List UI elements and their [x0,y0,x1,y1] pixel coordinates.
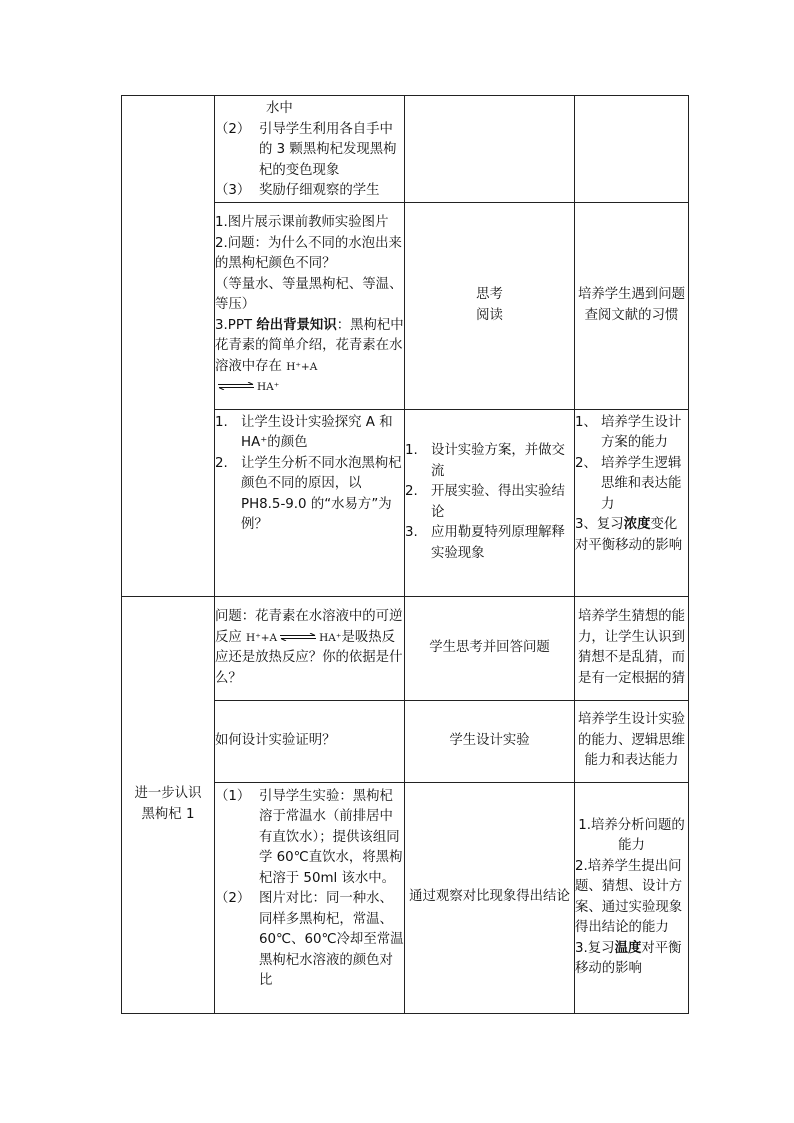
design-intent-cell [575,96,689,203]
item-text: 引导学生利用各自手中的 3 颗黑枸杞发现黑枸杞的变色现象 [259,121,397,178]
table-row [122,96,689,203]
item-number: 1、 [575,414,597,430]
bold-text: 浓度 [623,517,651,532]
text: 3.PPT [215,317,257,333]
equilibrium-arrow-icon [217,382,255,390]
design-intent-cell: 培养学生猜想的能力，让学生认识到猜想不是乱猜，而是有一定根据的猜 [575,596,689,700]
equation-left: H⁺+A [246,631,278,644]
list-item [215,181,404,202]
paragraph: （等量水、等量黑枸杞、等温、等压） [215,276,403,313]
paragraph: 2.培养学生提出问题、猜想、设计方案、通过实验现象得出结论的能力 [575,858,683,935]
list-item [215,413,404,454]
list-item [215,787,404,890]
list-item [215,889,404,992]
item-text: 让学生设计实验探究 A 和 HA⁺的颜色 [241,414,393,450]
text: 变化对平衡移动的影响 [575,517,683,553]
item-text: 奖励仔细观察的学生 [259,183,380,198]
item-number: 1. [405,443,418,458]
student-activity-cell [405,202,575,409]
text: 思考 [476,287,503,302]
text: ：黑枸杞中花青素的简单介绍，花青素在水溶液中存在 [215,317,404,374]
item-number: （3） [215,183,251,198]
continued-text: 水中 [266,101,293,116]
paragraph [215,316,404,398]
table-row [122,596,689,700]
item-text: 应用勒夏特列原理解释实验现象 [431,525,565,561]
teacher-activity-cell: 如何设计实验证明？ [215,700,405,782]
stage-cell-empty [122,96,215,597]
item-number: （2） [215,121,251,137]
design-intent-cell: 培养学生设计实验的能力、逻辑思维能力和表达能力 [575,700,689,782]
text: 3、复习 [575,517,624,532]
numbered-list [405,441,574,564]
text: 阅读 [476,307,503,323]
student-activity-cell: 学生设计实验 [405,700,575,782]
list-item [405,441,574,482]
item-number: （1） [215,788,251,804]
text: 是吸热反应还是放热反应？你的依据是什么？ [215,629,403,686]
equation-left: H⁺+A [286,360,318,373]
list-item [215,454,404,536]
student-activity-cell: 通过观察对比现象得出结论 [405,782,575,1013]
item-text: 图片对比：同一种水、同样多黑枸杞，常温、60℃、60℃冷却至常温黑枸杞水溶液的颜色对比 [259,891,404,988]
item-text: 培养学生设计方案的能力 [601,414,682,450]
item-text: 培养学生逻辑思维和表达能力 [601,455,682,512]
teacher-activity-cell [215,96,405,203]
equation-right: HA⁺ [257,381,280,394]
item-text: 设计实验方案，并做交流 [431,443,565,479]
list-item [575,413,688,454]
item-number: 2、 [575,455,597,471]
paragraph: 2.问题：为什么不同的水泡出来的黑枸杞颜色不同？ [215,235,402,272]
teacher-activity-cell [215,782,405,1013]
teacher-activity-cell [215,596,405,700]
item-number: 3. [405,525,418,540]
design-intent-cell: 培养学生遇到问题查阅文献的习惯 [575,202,689,409]
bold-text: 给出背景知识 [256,317,337,333]
item-number: （2） [215,891,251,906]
student-activity-cell: 学生思考并回答问题 [405,596,575,700]
list-item [575,515,688,556]
list-item [405,523,574,564]
item-text: 引导学生实验：黑枸杞溶于常温水（前排居中有直饮水）；提供该组同学 60℃直饮水，将黑枸杞溶于 50ml 该水中。 [259,788,403,886]
list-item [575,454,688,516]
stage-cell [122,596,215,1013]
list-item [215,120,404,182]
paragraph: 1.培养分析问题的能力 [578,817,685,853]
item-number: 2. [405,484,418,499]
stage-label: 进一步认识黑枸杞 1 [134,786,202,822]
equation-line [215,377,404,398]
list-item [405,482,574,523]
item-number: 2. [215,455,228,471]
lesson-plan-table [121,95,689,1014]
equation-right: HA⁺ [319,631,342,644]
item-number: 1. [215,414,228,430]
equilibrium-arrow-icon [279,633,317,641]
student-activity-cell [405,409,575,596]
paragraph [575,939,688,980]
bold-text: 温度 [614,940,642,956]
paragraph: 1.图片展示课前教师实验图片 [215,215,389,231]
numbered-list [215,413,404,536]
teacher-activity-cell [215,202,405,409]
text: 对平衡移动的影响 [575,940,682,976]
design-intent-cell [575,409,689,596]
text: 问题：花青素在水溶液中的可逆反应 [215,609,403,645]
teacher-activity-cell [215,409,405,596]
item-text: 让学生分析不同水泡黑枸杞颜色不同的原因，以 PH8.5-9.0 的“水易方”为例？ [241,455,402,532]
student-activity-cell [405,96,575,203]
design-intent-cell [575,782,689,1013]
text: 3.复习 [575,940,615,956]
item-text: 开展实验、得出实验结论 [431,484,565,520]
